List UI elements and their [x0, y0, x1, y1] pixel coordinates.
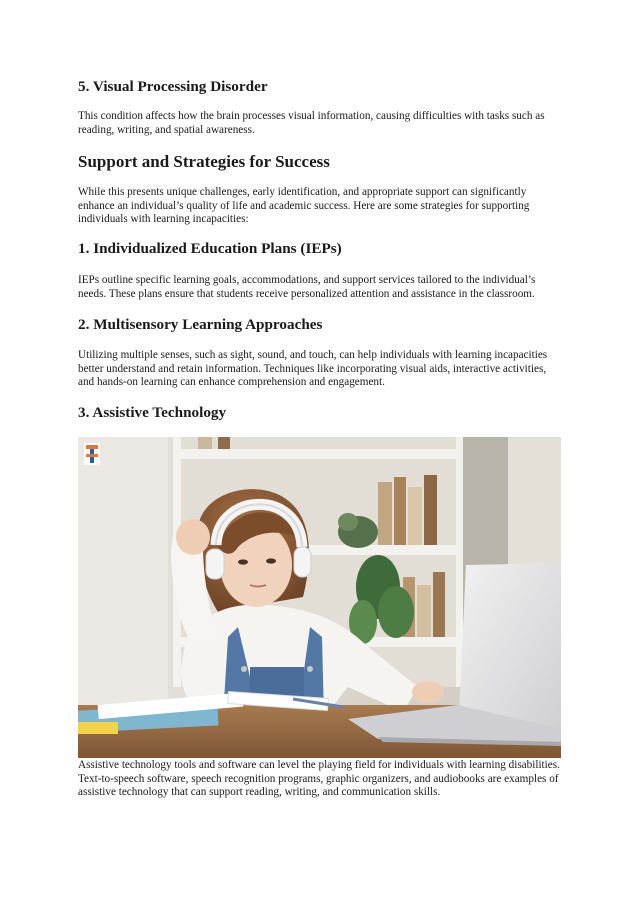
paragraph-multisensory: Utilizing multiple senses, such as sight, sound, and touch, can help individuals with learning incapacities better understand and retain information. Techniques like incorporating visual aids, interactive activities, and hands-on learning can enhance comprehension and engagement.	[78, 349, 548, 389]
paragraph-assistive-technology: Assistive technology tools and software can level the playing field for individuals with learning disabilities. Text-to-speech software, speech recognition programs, graphic organizers, and audiobooks are examples of assistive technology that can support reading, writing, and communication skills.	[78, 759, 560, 799]
heading-visual-processing-disorder: 5. Visual Processing Disorder	[78, 78, 268, 95]
photo-girl-with-laptop	[78, 437, 561, 758]
watermark-logo	[84, 443, 100, 465]
heading-support-strategies: Support and Strategies for Success	[78, 152, 330, 171]
paragraph-support-intro: While this presents unique challenges, early identification, and appropriate support can significantly enhance an individual’s quality of life and academic success. Here are some strategies for supporting individuals with learning incapacities:	[78, 186, 530, 226]
paragraph-visual-processing: This condition affects how the brain processes visual information, causing difficulties with tasks such as reading, writing, and spatial awareness.	[78, 110, 545, 136]
heading-assistive-technology: 3. Assistive Technology	[78, 404, 227, 421]
heading-multisensory: 2. Multisensory Learning Approaches	[78, 316, 323, 333]
heading-ieps: 1. Individualized Education Plans (IEPs)	[78, 240, 342, 257]
paragraph-ieps: IEPs outline specific learning goals, accommodations, and support services tailored to the individual’s needs. These plans ensure that students receive personalized attention and assistance in the classroom.	[78, 274, 536, 300]
